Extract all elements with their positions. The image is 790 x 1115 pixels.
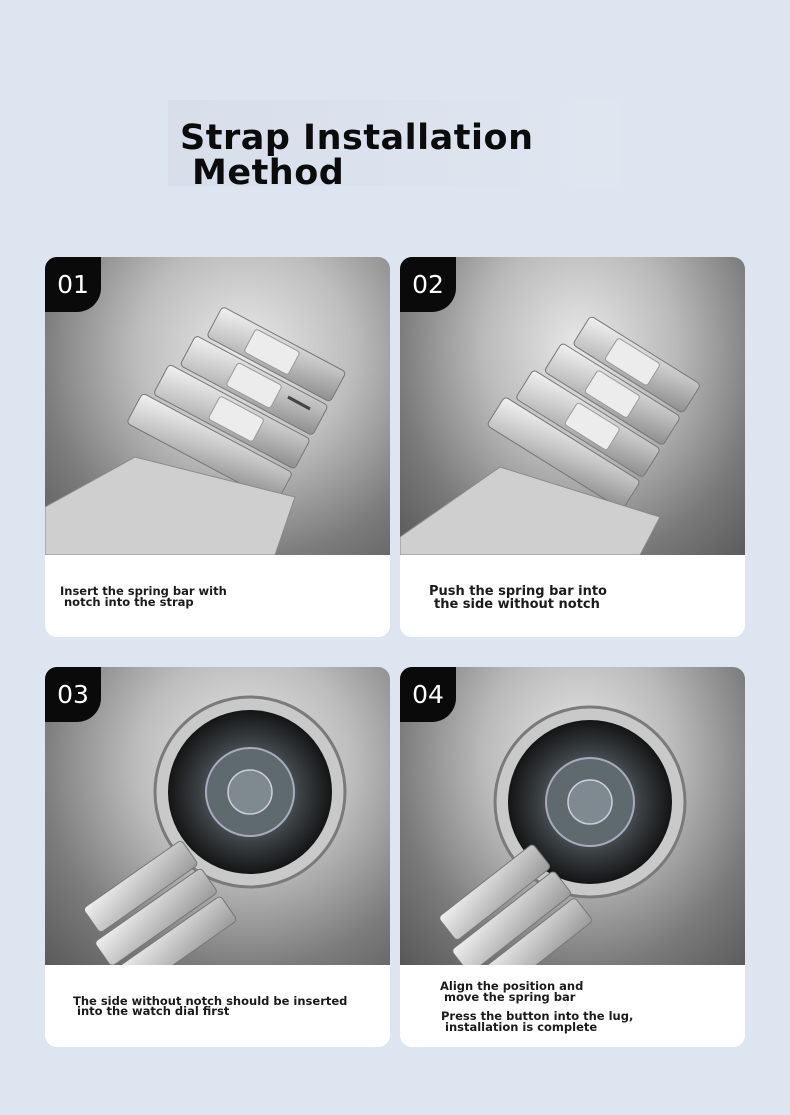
caption-line: the side without notch	[434, 597, 600, 612]
caption-line: notch into the strap	[64, 595, 194, 609]
strap-illustration	[45, 257, 390, 555]
step-caption	[400, 555, 745, 637]
step-number-badge: 04	[400, 667, 456, 722]
step-number-badge: 02	[400, 257, 456, 312]
strap-photo	[45, 257, 390, 555]
title-line-2: Method	[192, 153, 345, 193]
caption-line: Insert the spring bar with	[60, 584, 227, 598]
title-line-1: Strap Installation	[180, 118, 534, 158]
watch-illustration	[45, 667, 390, 965]
caption-line: move the spring bar	[444, 990, 576, 1004]
watch-photo	[45, 667, 390, 965]
caption-line: Push the spring bar into	[429, 584, 607, 599]
step-card-3	[45, 667, 390, 1047]
caption-line: Align the position and	[440, 979, 584, 993]
page-title	[168, 100, 620, 193]
caption-line: Press the button into the lug,	[441, 1009, 634, 1023]
caption-line: into the watch dial first	[77, 1004, 230, 1018]
strap-photo	[400, 257, 745, 555]
watch-illustration	[400, 667, 745, 965]
caption-line: installation is complete	[445, 1020, 598, 1034]
step-card-2	[400, 257, 745, 637]
step-card-1	[45, 257, 390, 637]
step-caption	[45, 965, 390, 1047]
step-number-badge: 01	[45, 257, 101, 312]
caption-line: The side without notch should be inserted	[73, 994, 348, 1008]
step-caption	[400, 965, 745, 1047]
watch-photo	[400, 667, 745, 965]
strap-illustration	[400, 257, 745, 555]
step-caption	[45, 555, 390, 637]
step-number-badge: 03	[45, 667, 101, 722]
step-card-4	[400, 667, 745, 1047]
